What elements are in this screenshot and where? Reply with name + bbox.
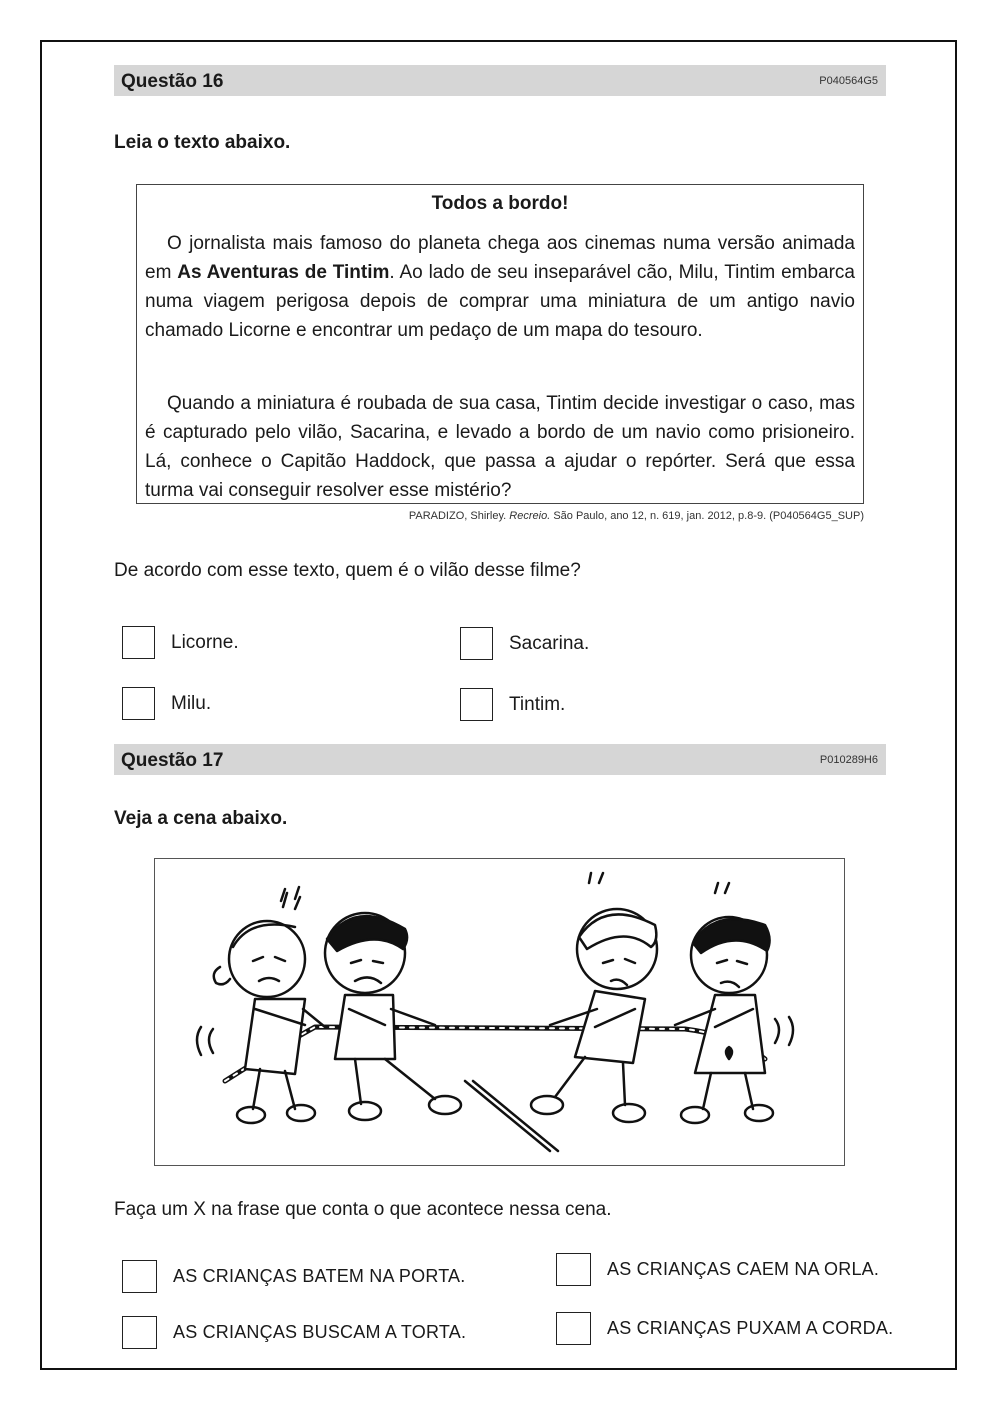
q17-option-label: AS CRIANÇAS BATEM NA PORTA.	[173, 1266, 466, 1286]
q17-option-batem-na-porta[interactable]	[122, 1260, 465, 1293]
q16-option-tintim[interactable]	[460, 688, 565, 721]
q16-option-label: Sacarina.	[509, 632, 590, 654]
question-16-code: P040564G5	[819, 75, 878, 87]
q17-option-label: AS CRIANÇAS PUXAM A CORDA.	[607, 1318, 894, 1338]
question-17-code: P010289H6	[819, 754, 878, 766]
q16-checkbox-tintim[interactable]	[460, 688, 493, 721]
q16-option-label: Licorne.	[171, 631, 239, 653]
q16-option-sacarina[interactable]	[460, 627, 589, 660]
q16-option-label: Tintim.	[509, 693, 566, 715]
paragraph-1-text-a: O jornalista mais famoso do planeta chega aos cinemas numa versão animada em	[145, 233, 855, 283]
question-16-prompt: De acordo com esse texto, quem é o vilão desse filme?	[114, 560, 581, 581]
q16-checkbox-milu[interactable]	[122, 687, 155, 720]
q17-checkbox-batem-na-porta[interactable]	[122, 1260, 157, 1293]
q16-option-label: Milu.	[171, 692, 212, 714]
q17-checkbox-caem-na-orla[interactable]	[556, 1253, 591, 1286]
question-16-title: Questão 16	[121, 71, 224, 92]
reading-text-title: Todos a bordo!	[431, 193, 569, 214]
q16-checkbox-licorne[interactable]	[122, 626, 155, 659]
paragraph-1-bold-title: As Aventuras de Tintim	[177, 262, 390, 283]
q16-checkbox-sacarina[interactable]	[460, 627, 493, 660]
source-publication: Recreio.	[509, 510, 551, 522]
q17-option-buscam-a-torta[interactable]	[122, 1316, 466, 1349]
q17-option-caem-na-orla[interactable]	[556, 1253, 879, 1286]
question-17-title: Questão 17	[121, 750, 224, 771]
question-16-instruction: Leia o texto abaixo.	[114, 132, 291, 153]
q17-checkbox-puxam-a-corda[interactable]	[556, 1312, 591, 1345]
q17-checkbox-buscam-a-torta[interactable]	[122, 1316, 157, 1349]
q17-option-label: AS CRIANÇAS CAEM NA ORLA.	[607, 1259, 880, 1279]
question-16-header	[114, 65, 886, 96]
q16-option-licorne[interactable]	[122, 626, 239, 659]
source-details: São Paulo, ano 12, n. 619, jan. 2012, p.8-9. (P040564G5_SUP)	[550, 510, 864, 522]
tug-of-war-drawing	[155, 859, 843, 1164]
question-17-prompt: Faça um X na frase que conta o que acontece nessa cena.	[114, 1199, 612, 1220]
q17-option-puxam-a-corda[interactable]	[556, 1312, 893, 1345]
reading-paragraph-2: Quando a miniatura é roubada de sua casa, Tintim decide investigar o caso, mas é capturado pelo vilão, Sacarina, e levado a bordo de um navio como prisioneiro. Lá, conhece o Capitão Haddock, que passa a ajudar o repórter. Será que essa turma vai conseguir resolver esse mistério?	[145, 393, 855, 501]
reading-text-box	[136, 184, 864, 504]
q16-option-milu[interactable]	[122, 687, 211, 720]
tug-of-war-illustration	[154, 858, 845, 1166]
text-source-citation	[409, 510, 864, 522]
paragraph-1-text-b: . Ao lado de seu inseparável cão, Milu, Tintim embarca numa viagem perigosa depois de comprar uma miniatura de um antigo navio chamado Licorne e encontrar um pedaço de um mapa do tesouro.	[145, 262, 855, 341]
source-author: PARADIZO, Shirley.	[408, 510, 510, 522]
question-17-instruction: Veja a cena abaixo.	[114, 808, 288, 829]
q17-option-label: AS CRIANÇAS BUSCAM A TORTA.	[173, 1322, 467, 1342]
question-17-header	[114, 744, 886, 775]
reading-paragraph-1	[145, 229, 855, 345]
